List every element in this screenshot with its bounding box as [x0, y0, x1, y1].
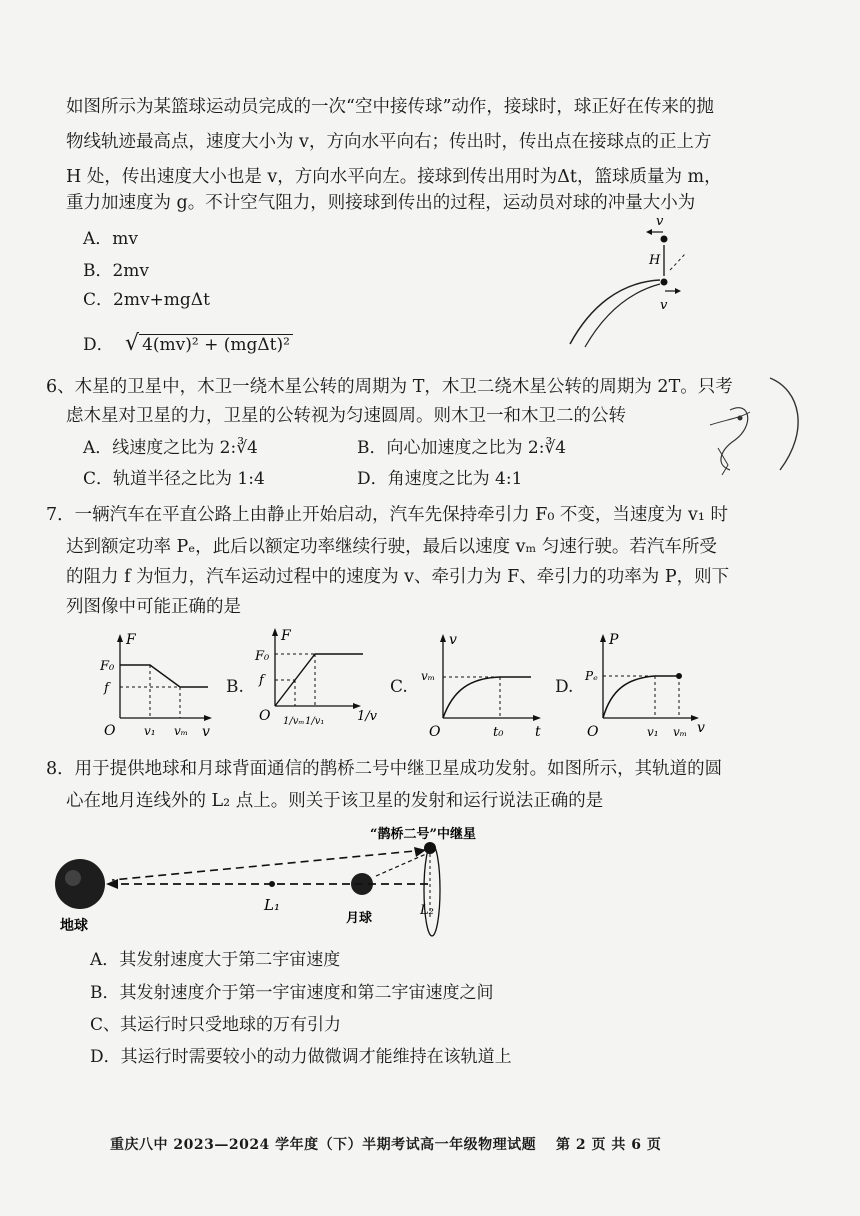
q5-trajectory-figure [560, 212, 710, 352]
q7c-x-arrow [533, 715, 541, 721]
q8-l1-label: L₁ [264, 896, 280, 914]
q7b-tick-f: f [259, 673, 264, 688]
q7a-x-label: v [202, 724, 210, 740]
q5-option-d-label: D． [83, 335, 114, 355]
q5-option-d-radical: √ [125, 331, 140, 356]
q5-pass-ball [661, 236, 668, 243]
q7d-tick-pe: Pₑ [585, 669, 598, 683]
q6-option-d: D．角速度之比为 4:1 [357, 469, 523, 489]
q5-catch-ball [661, 279, 668, 286]
q5-incoming-trajectory [570, 280, 660, 344]
q7-graph-b [245, 624, 380, 754]
q8-line-2: 心在地月连线外的 L₂ 点上。则关于该卫星的发射和运行说法正确的是 [66, 791, 604, 811]
q7-graph-c [405, 630, 550, 745]
q7-line-3: 的阻力 f 为恒力，汽车运动过程中的速度为 v、牵引力为 F、牵引力的功率为 P，则下 [66, 567, 730, 587]
q6-line-1: 6、木星的卫星中，木卫一绕木星公转的周期为 T，木卫二绕木星公转的周期为 2T。只考 [46, 377, 733, 397]
q8-satellite-label: “鹊桥二号”中继星 [370, 827, 476, 842]
q8-moon-label: 月球 [346, 911, 373, 926]
q5-option-d-formula: 4(mv)² + (mgΔt)² [139, 334, 293, 355]
q5-bottom-v-label: v [660, 298, 668, 313]
q6-option-a: A．线速度之比为 2:∛4 [83, 438, 258, 458]
q7a-y-arrow [117, 634, 123, 642]
q7c-origin: O [429, 724, 441, 740]
q7a-tick-f0: F₀ [100, 659, 115, 674]
q5-option-c: C．2mv+mgΔt [83, 290, 210, 310]
q7c-tick-t0: t₀ [493, 725, 504, 740]
q8-line-1: 8．用于提供地球和月球背面通信的鹊桥二号中继卫星成功发射。如图所示，其轨道的圆 [46, 759, 723, 779]
q7a-tick-vm: vₘ [174, 724, 189, 738]
q8-halo-orbit [424, 844, 440, 936]
q5-top-v-label: v [656, 214, 664, 229]
q7-option-b-label: B. [226, 677, 244, 697]
q8-option-b: B．其发射速度介于第一宇宙速度和第二宇宙速度之间 [90, 983, 494, 1003]
q7b-y-arrow [272, 628, 278, 636]
q7c-y-label: v [449, 632, 457, 648]
q7c-y-arrow [440, 634, 446, 642]
q7b-x-label: 1/v [357, 709, 377, 724]
q8-earth-label: 地球 [60, 918, 88, 934]
q7-line-1: 7．一辆汽车在平直公路上由静止开始启动，汽车先保持牵引力 F₀ 不变，当速度为 v₁ 时 [46, 505, 728, 525]
q7b-tick-1-vm: 1/vₘ [283, 716, 305, 727]
q7c-tick-vm: vₘ [421, 669, 436, 683]
q7a-curve [120, 665, 208, 687]
q7d-y-arrow [600, 634, 606, 642]
q7-line-4: 列图像中可能正确的是 [66, 597, 241, 617]
q8-satellite [424, 842, 436, 854]
q8-moon-satellite-line [376, 854, 426, 876]
q7d-y-label: P [609, 632, 619, 648]
q7d-endpoint [676, 673, 682, 679]
q7-line-2: 达到额定功率 Pₑ，此后以额定功率继续行驶，最后以速度 vₘ 匀速行驶。若汽车所受 [66, 537, 717, 557]
q8-option-c: C、其运行时只受地球的万有引力 [90, 1015, 342, 1035]
q8-earth-highlight [65, 870, 81, 886]
q7-option-d-label: D. [555, 677, 574, 697]
q7c-curve [443, 677, 531, 718]
q6-line-2: 虑木星对卫星的力，卫星的公转视为匀速圆周。则木卫一和木卫二的公转 [66, 406, 626, 426]
q5-bottom-arrowhead [675, 288, 681, 294]
q7d-curve [603, 676, 679, 718]
q7a-tick-f: f [104, 681, 109, 696]
q8-earth-moon-figure [40, 818, 560, 948]
q8-option-a: A．其发射速度大于第二宇宙速度 [90, 950, 341, 970]
q5-h-label: H [649, 253, 661, 268]
footer-page-number: 第 2 页 共 6 页 [556, 1137, 662, 1153]
q8-earth-arrowhead [106, 879, 118, 889]
q8-earth [55, 859, 105, 909]
q5-outgoing-trajectory [585, 284, 660, 347]
q7-graph-d [575, 630, 715, 745]
footer-title: 重庆八中 2023—2024 学年度（下）半期考试高一年级物理试题 [110, 1137, 537, 1153]
q5-option-d [83, 333, 293, 356]
q5-line-3: H 处，传出速度大小也是 v，方向水平向左。接球到传出用时为Δt，篮球质量为 m， [66, 167, 722, 187]
q7d-origin: O [587, 724, 599, 740]
q6-option-c: C．轨道半径之比为 1:4 [83, 469, 265, 489]
q7b-y-label: F [281, 628, 291, 644]
q5-line-1: 如图所示为某篮球运动员完成的一次“空中接传球”动作，接球时，球正好在传来的抛 [66, 97, 714, 117]
q5-top-arrowhead [646, 229, 652, 235]
q7c-x-label: t [535, 724, 541, 740]
q7-graph-a [90, 630, 220, 745]
q5-line-4: 重力加速度为 g。不计空气阻力，则接球到传出的过程，运动员对球的冲量大小为 [66, 193, 696, 213]
q5-dashed-path [670, 254, 685, 270]
q7-option-c-label: C. [390, 677, 408, 697]
q7b-tick-f0: F₀ [255, 649, 270, 664]
q5-option-a: A．mv [83, 229, 139, 249]
q6-option-b: B．向心加速度之比为 2:∛4 [357, 438, 567, 458]
q7a-y-label: F [126, 632, 136, 648]
q5-line-2: 物线轨迹最高点，速度大小为 v，方向水平向右；传出时，传出点在接球点的正上方 [66, 132, 712, 152]
q7d-x-label: v [697, 720, 705, 736]
q7a-tick-v1: v₁ [144, 724, 156, 738]
q5-option-b: B．2mv [83, 261, 150, 281]
q7b-origin: O [259, 708, 271, 724]
q8-l1-point [269, 881, 275, 887]
q8-option-d: D．其运行时需要较小的动力做微调才能维持在该轨道上 [90, 1047, 512, 1067]
q7b-tick-1-v1: 1/v₁ [305, 716, 325, 727]
q8-l2-label: L₂ [420, 903, 434, 918]
q7a-x-arrow [204, 715, 212, 721]
q7d-tick-vm: vₘ [673, 725, 688, 739]
q7d-tick-v1: v₁ [647, 725, 659, 739]
q7a-origin: O [104, 723, 116, 739]
q6-handwritten-sketch [700, 370, 820, 490]
